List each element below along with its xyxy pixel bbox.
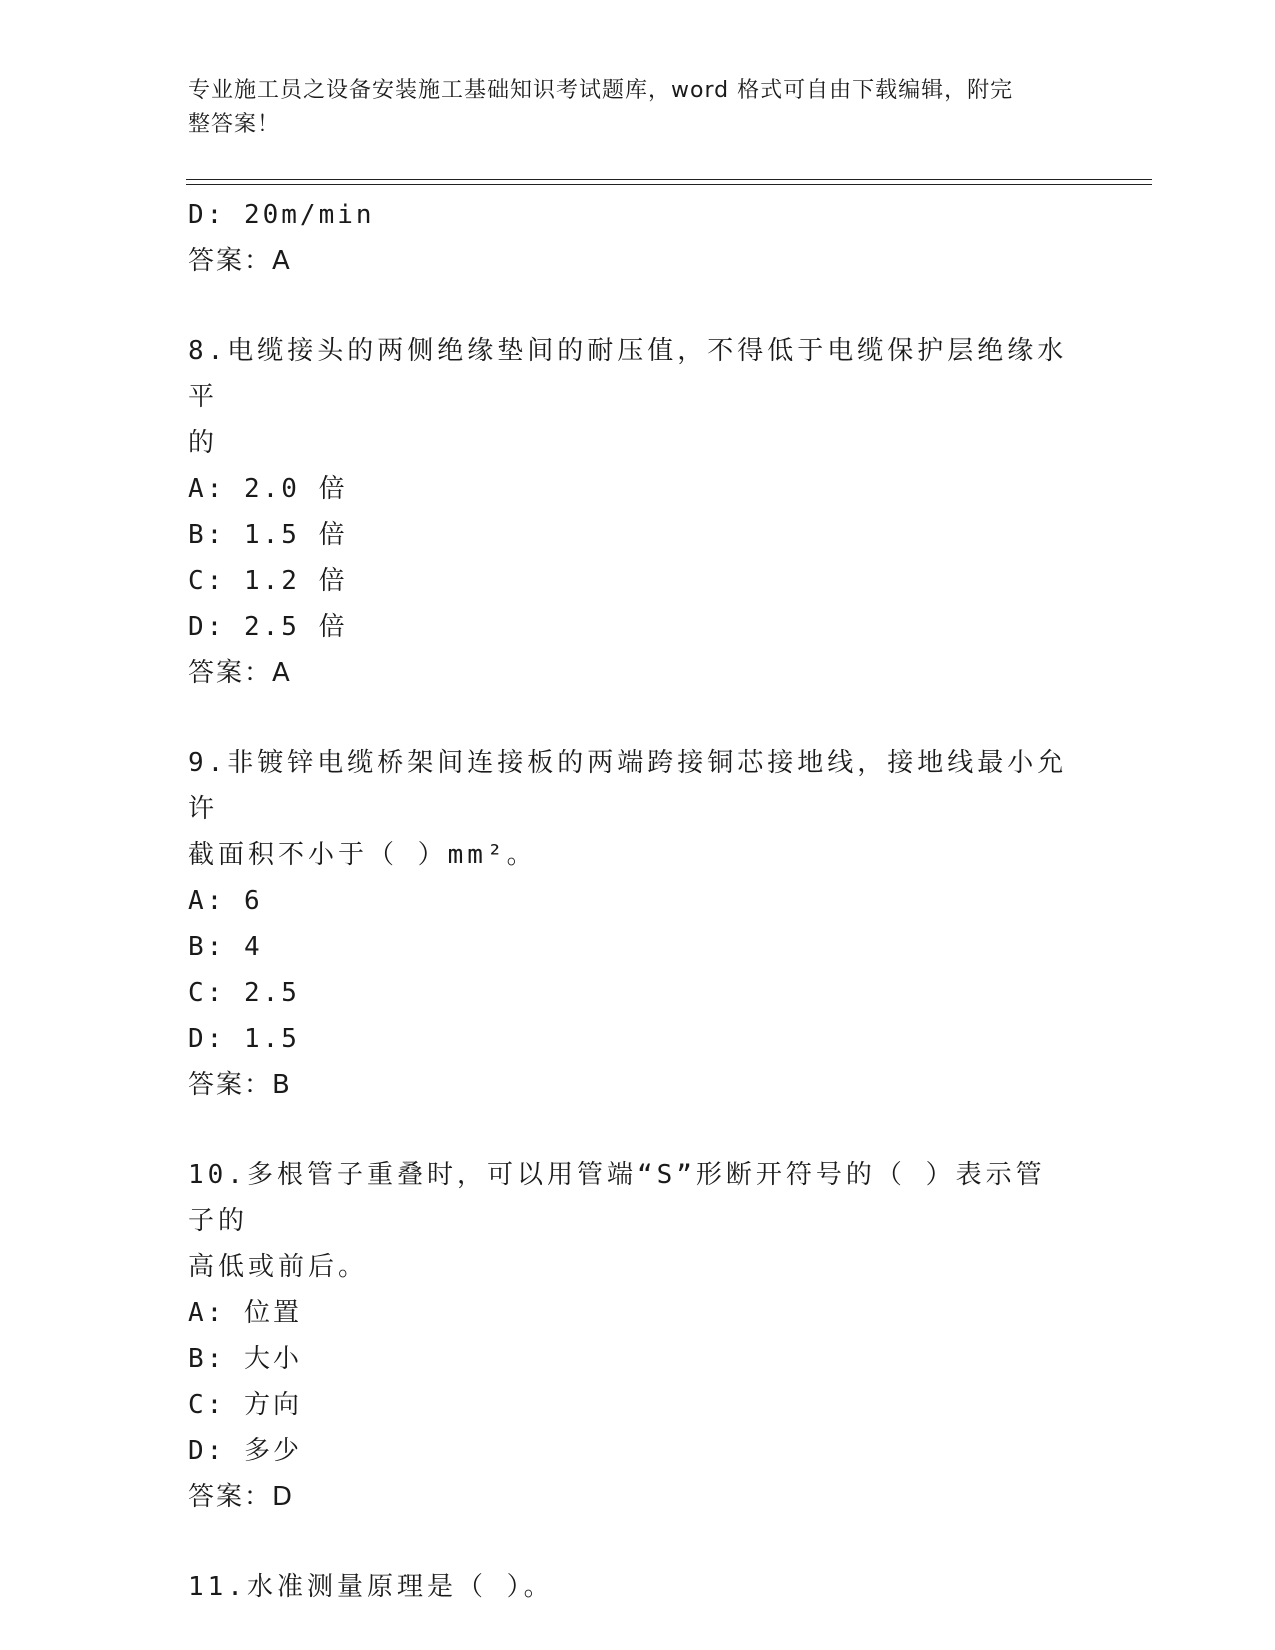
question-text-line-1: 8.电缆接头的两侧绝缘垫间的耐压值，不得低于电缆保护层绝缘水平 (188, 336, 1068, 412)
option-a: A: 位置 (188, 1298, 302, 1328)
option-c: C: 2.5 (188, 978, 300, 1008)
option-b: B: 1.5 倍 (188, 520, 348, 550)
question-block-8 (188, 328, 1088, 696)
option-b: B: 4 (188, 932, 263, 962)
question-text-line-1: 10.多根管子重叠时，可以用管端“S”形断开符号的（ ）表示管子的 (188, 1160, 1046, 1236)
question-text-line-2: 的 (188, 428, 219, 458)
document-header (188, 74, 1068, 142)
option-c: C: 方向 (188, 1390, 302, 1420)
question-text-line-1: 9.非镀锌电缆桥架间连接板的两端跨接铜芯接地线，接地线最小允许 (188, 748, 1068, 824)
option-d: D: 20m/min (188, 200, 375, 230)
question-block-9 (188, 740, 1088, 1108)
question-list (188, 192, 1088, 1610)
question-block-11 (188, 1564, 1088, 1610)
option-a: A: 6 (188, 886, 263, 916)
answer-line: 答案：B (188, 1070, 292, 1100)
option-a: A: 2.0 倍 (188, 474, 348, 504)
option-d: D: 2.5 倍 (188, 612, 348, 642)
answer-line: 答案：A (188, 246, 292, 276)
option-d: D: 多少 (188, 1436, 302, 1466)
question-block-10 (188, 1152, 1088, 1520)
question-text-line-1: 11.水准测量原理是（ ）。 (188, 1572, 554, 1602)
question-text-line-2: 高低或前后。 (188, 1252, 369, 1282)
option-c: C: 1.2 倍 (188, 566, 348, 596)
header-line-1: 专业施工员之设备安装施工基础知识考试题库，word 格式可自由下载编辑，附完 (188, 78, 1014, 103)
answer-line: 答案：D (188, 1482, 295, 1512)
question-block-7 (188, 192, 1088, 284)
question-text-line-2: 截面积不小于（ ）mm²。 (188, 840, 537, 870)
header-divider-bottom (186, 184, 1152, 185)
answer-line: 答案：A (188, 658, 292, 688)
header-line-2: 整答案！ (188, 112, 281, 137)
option-b: B: 大小 (188, 1344, 302, 1374)
header-divider-top (186, 179, 1152, 180)
option-d: D: 1.5 (188, 1024, 300, 1054)
